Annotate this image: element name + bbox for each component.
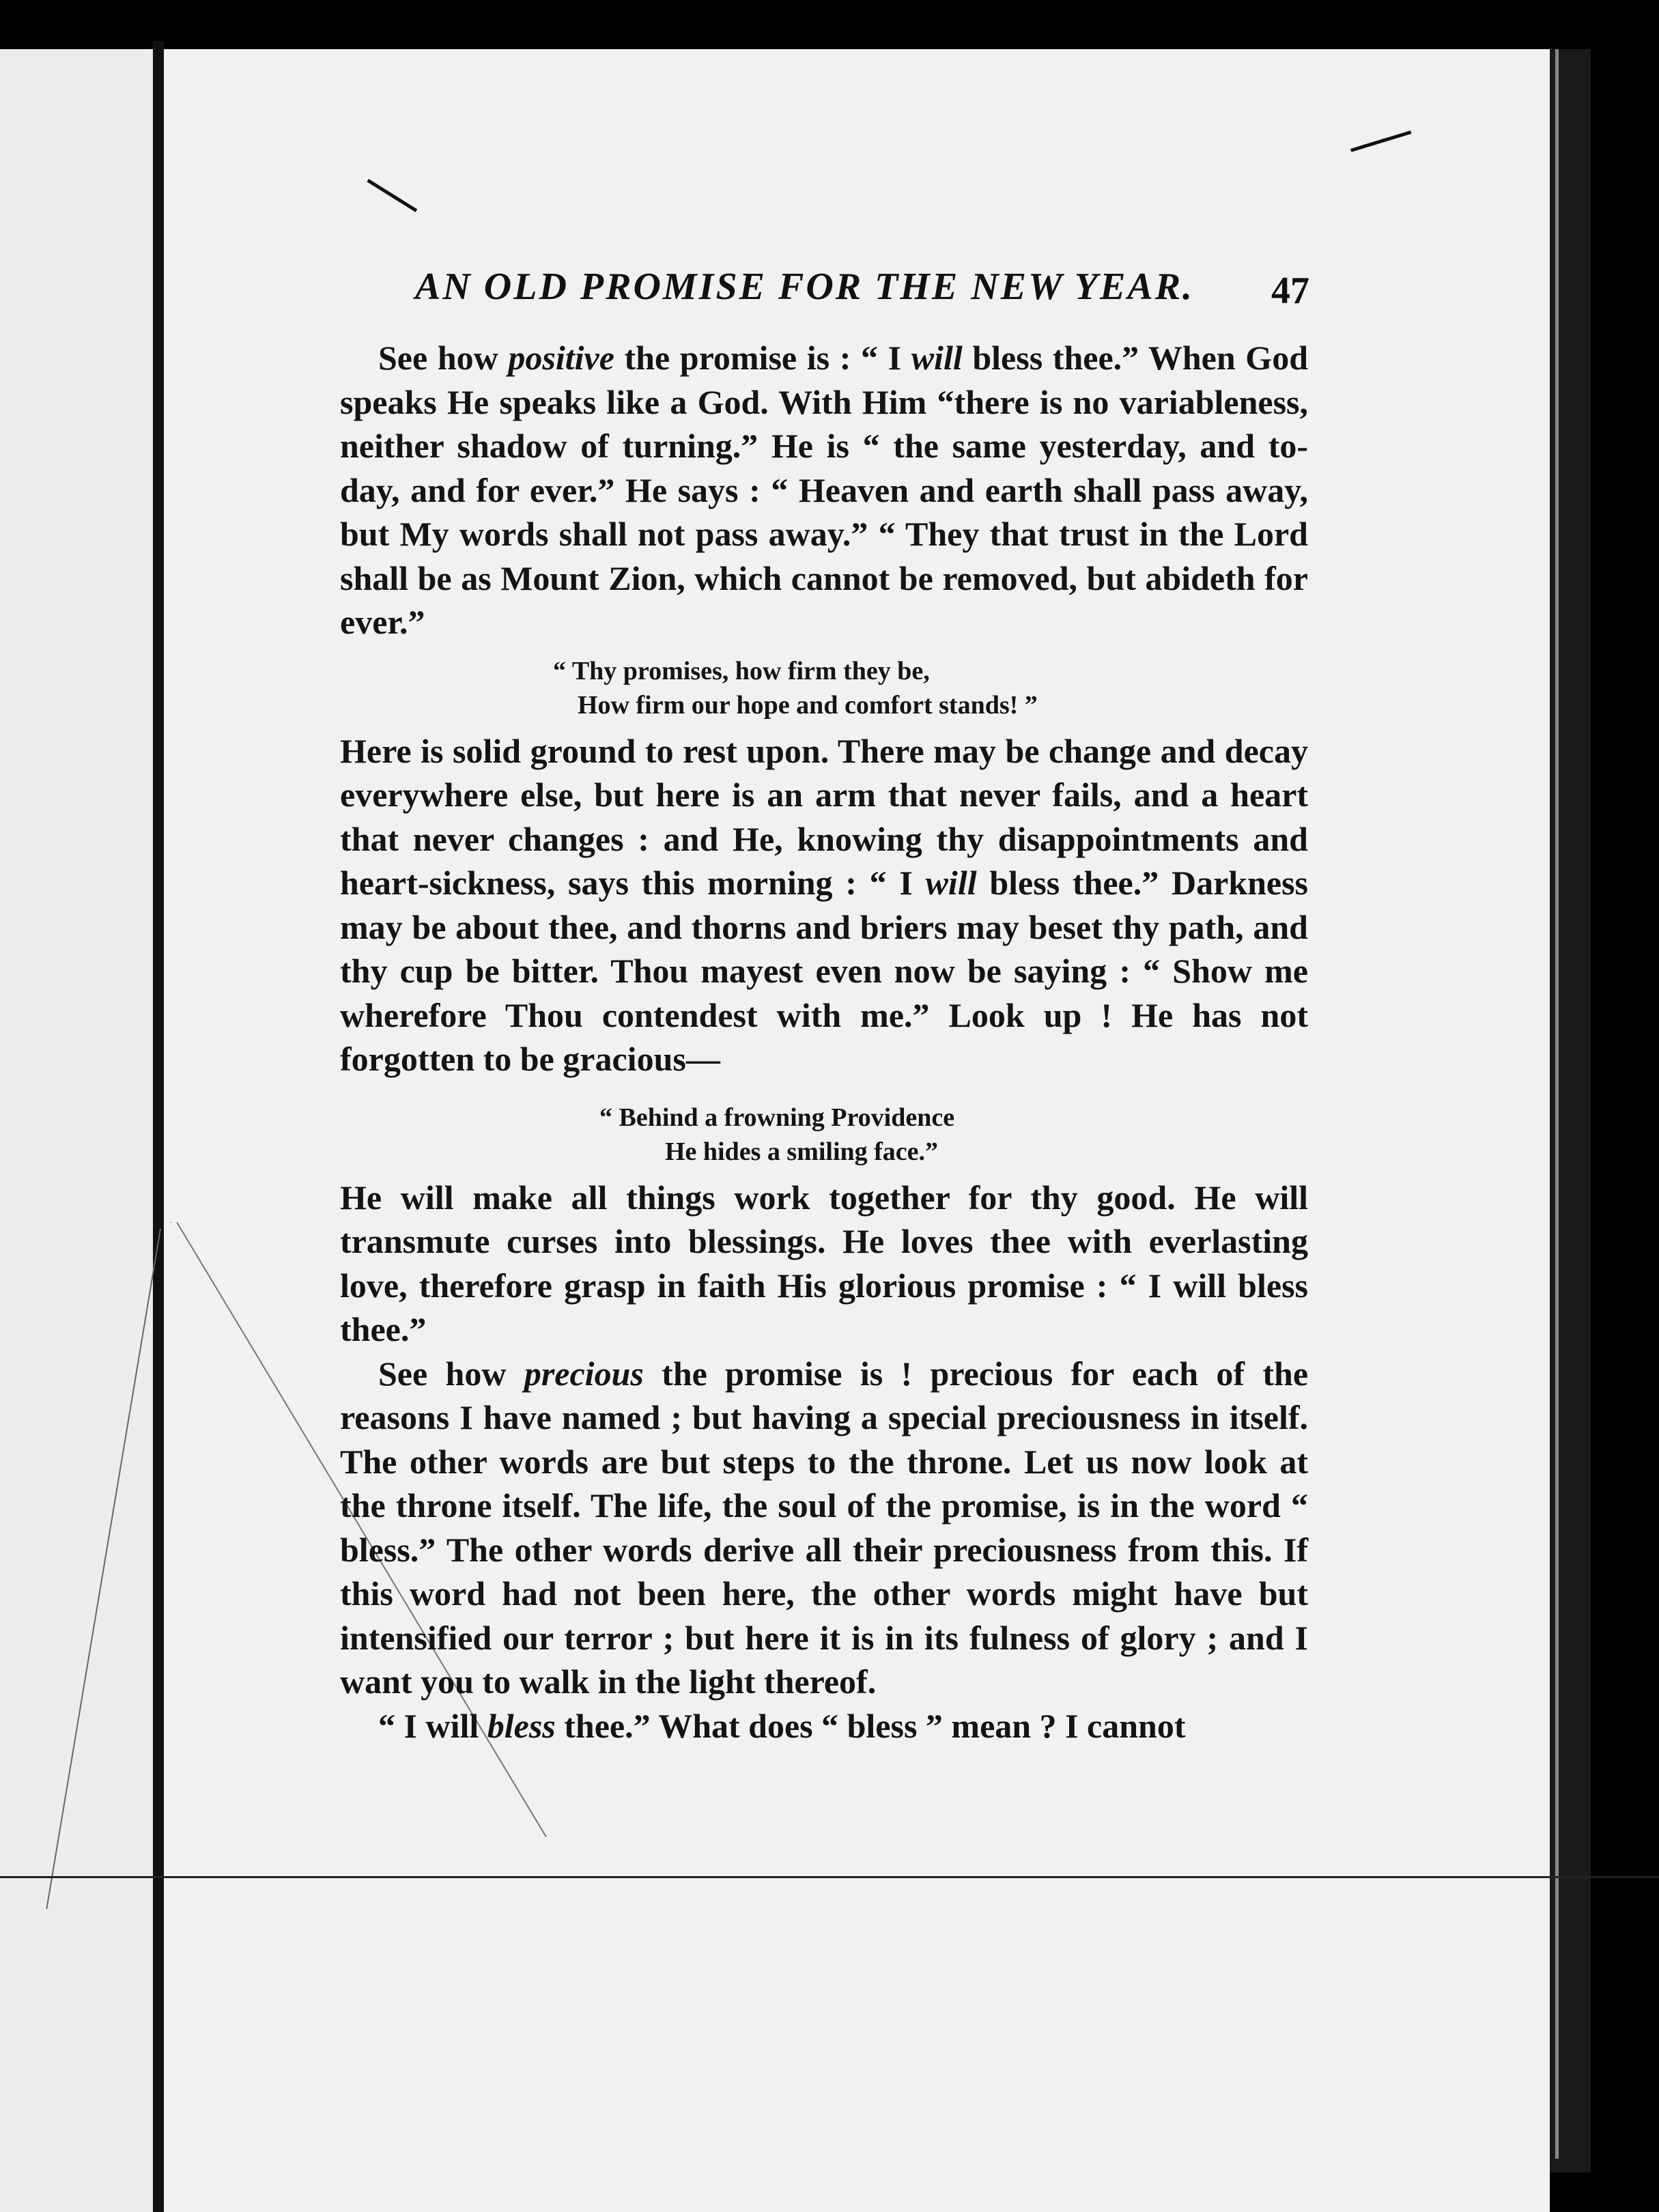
page-edge-line	[1555, 49, 1559, 2159]
verse-line: He hides a smiling face.”	[665, 1137, 939, 1166]
emphasis: will	[925, 864, 977, 902]
verse-quotation	[340, 1101, 1308, 1169]
verse-line: “ Behind a frowning Providence	[599, 1103, 955, 1132]
emphasis: positive	[508, 339, 614, 377]
verse-line: “ Thy promises, how firm they be,	[553, 656, 930, 685]
emphasis: precious	[524, 1354, 644, 1393]
emphasis: will	[911, 339, 963, 377]
paragraph	[340, 1704, 1308, 1748]
paragraph	[340, 1352, 1308, 1704]
running-header	[415, 265, 1309, 313]
text-run: Here is solid ground to rest upon. There may be change and decay everywhere else, but here is an arm that never fails, and a heart that never changes : and He, knowing thy disappointments and heart-sickness, says this morning : “ I	[340, 731, 1308, 902]
text-run: bless thee.” Darkness may be about thee, and thorns and briers may beset thy path, and thy cup be bitter. Thou mayest even now be saying : “ Show me wherefore Thou contendest with me.” Look up ! He has not forgotten to be gracious—	[340, 864, 1308, 1078]
text-run: the promise is : “ I	[614, 339, 911, 377]
emphasis: bless	[487, 1706, 556, 1745]
paragraph	[340, 729, 1308, 1081]
previous-page-margin	[0, 49, 153, 2212]
page-number: 47	[1271, 270, 1309, 312]
page-body	[340, 336, 1308, 1748]
scan-top-border	[0, 0, 1659, 49]
text-run: bless thee.” When God speaks He speaks like a God. With Him “there is no variableness, neither shadow of turning.” He is “ the same yesterday, and to-day, and for ever.” He says : “ Heaven and earth shall pass away, but My words shall not pass away.” “ They that trust in the Lord shall be as Mount Zion, which cannot be removed, but abideth for ever.”	[340, 339, 1308, 641]
page-gutter	[153, 41, 164, 2212]
running-title: AN OLD PROMISE FOR THE NEW YEAR.	[415, 266, 1195, 308]
text-run: thee.” What does “ bless ” mean ? I cannot	[555, 1706, 1186, 1745]
text-run: the promise is ! precious for each of the reasons I have named ; but having a special preciousness in itself. The other words are but steps to the throne. Let us now look at the throne itself. The life, the soul of the promise, is in the word “ bless.” The other words derive all their preciousness from this. If this word had not been here, the other words might have but intensified our terror ; but here it is in its fulness of glory ; and I want you to walk in the light thereof.	[340, 1354, 1309, 1701]
paragraph	[340, 336, 1308, 644]
text-run: See how	[378, 1354, 524, 1393]
paragraph: He will make all things work together for thy good. He will transmute curses into blessings. He loves thee with everlasting love, therefore grasp in faith His glorious promise : “ I will bless thee.”	[340, 1178, 1308, 1348]
scan-crease-line	[0, 1876, 1659, 1878]
text-run: “ I will	[378, 1706, 487, 1745]
verse-quotation	[340, 654, 1308, 722]
verse-line: How firm our hope and comfort stands! ”	[578, 690, 1038, 720]
text-run: See how	[378, 339, 509, 377]
